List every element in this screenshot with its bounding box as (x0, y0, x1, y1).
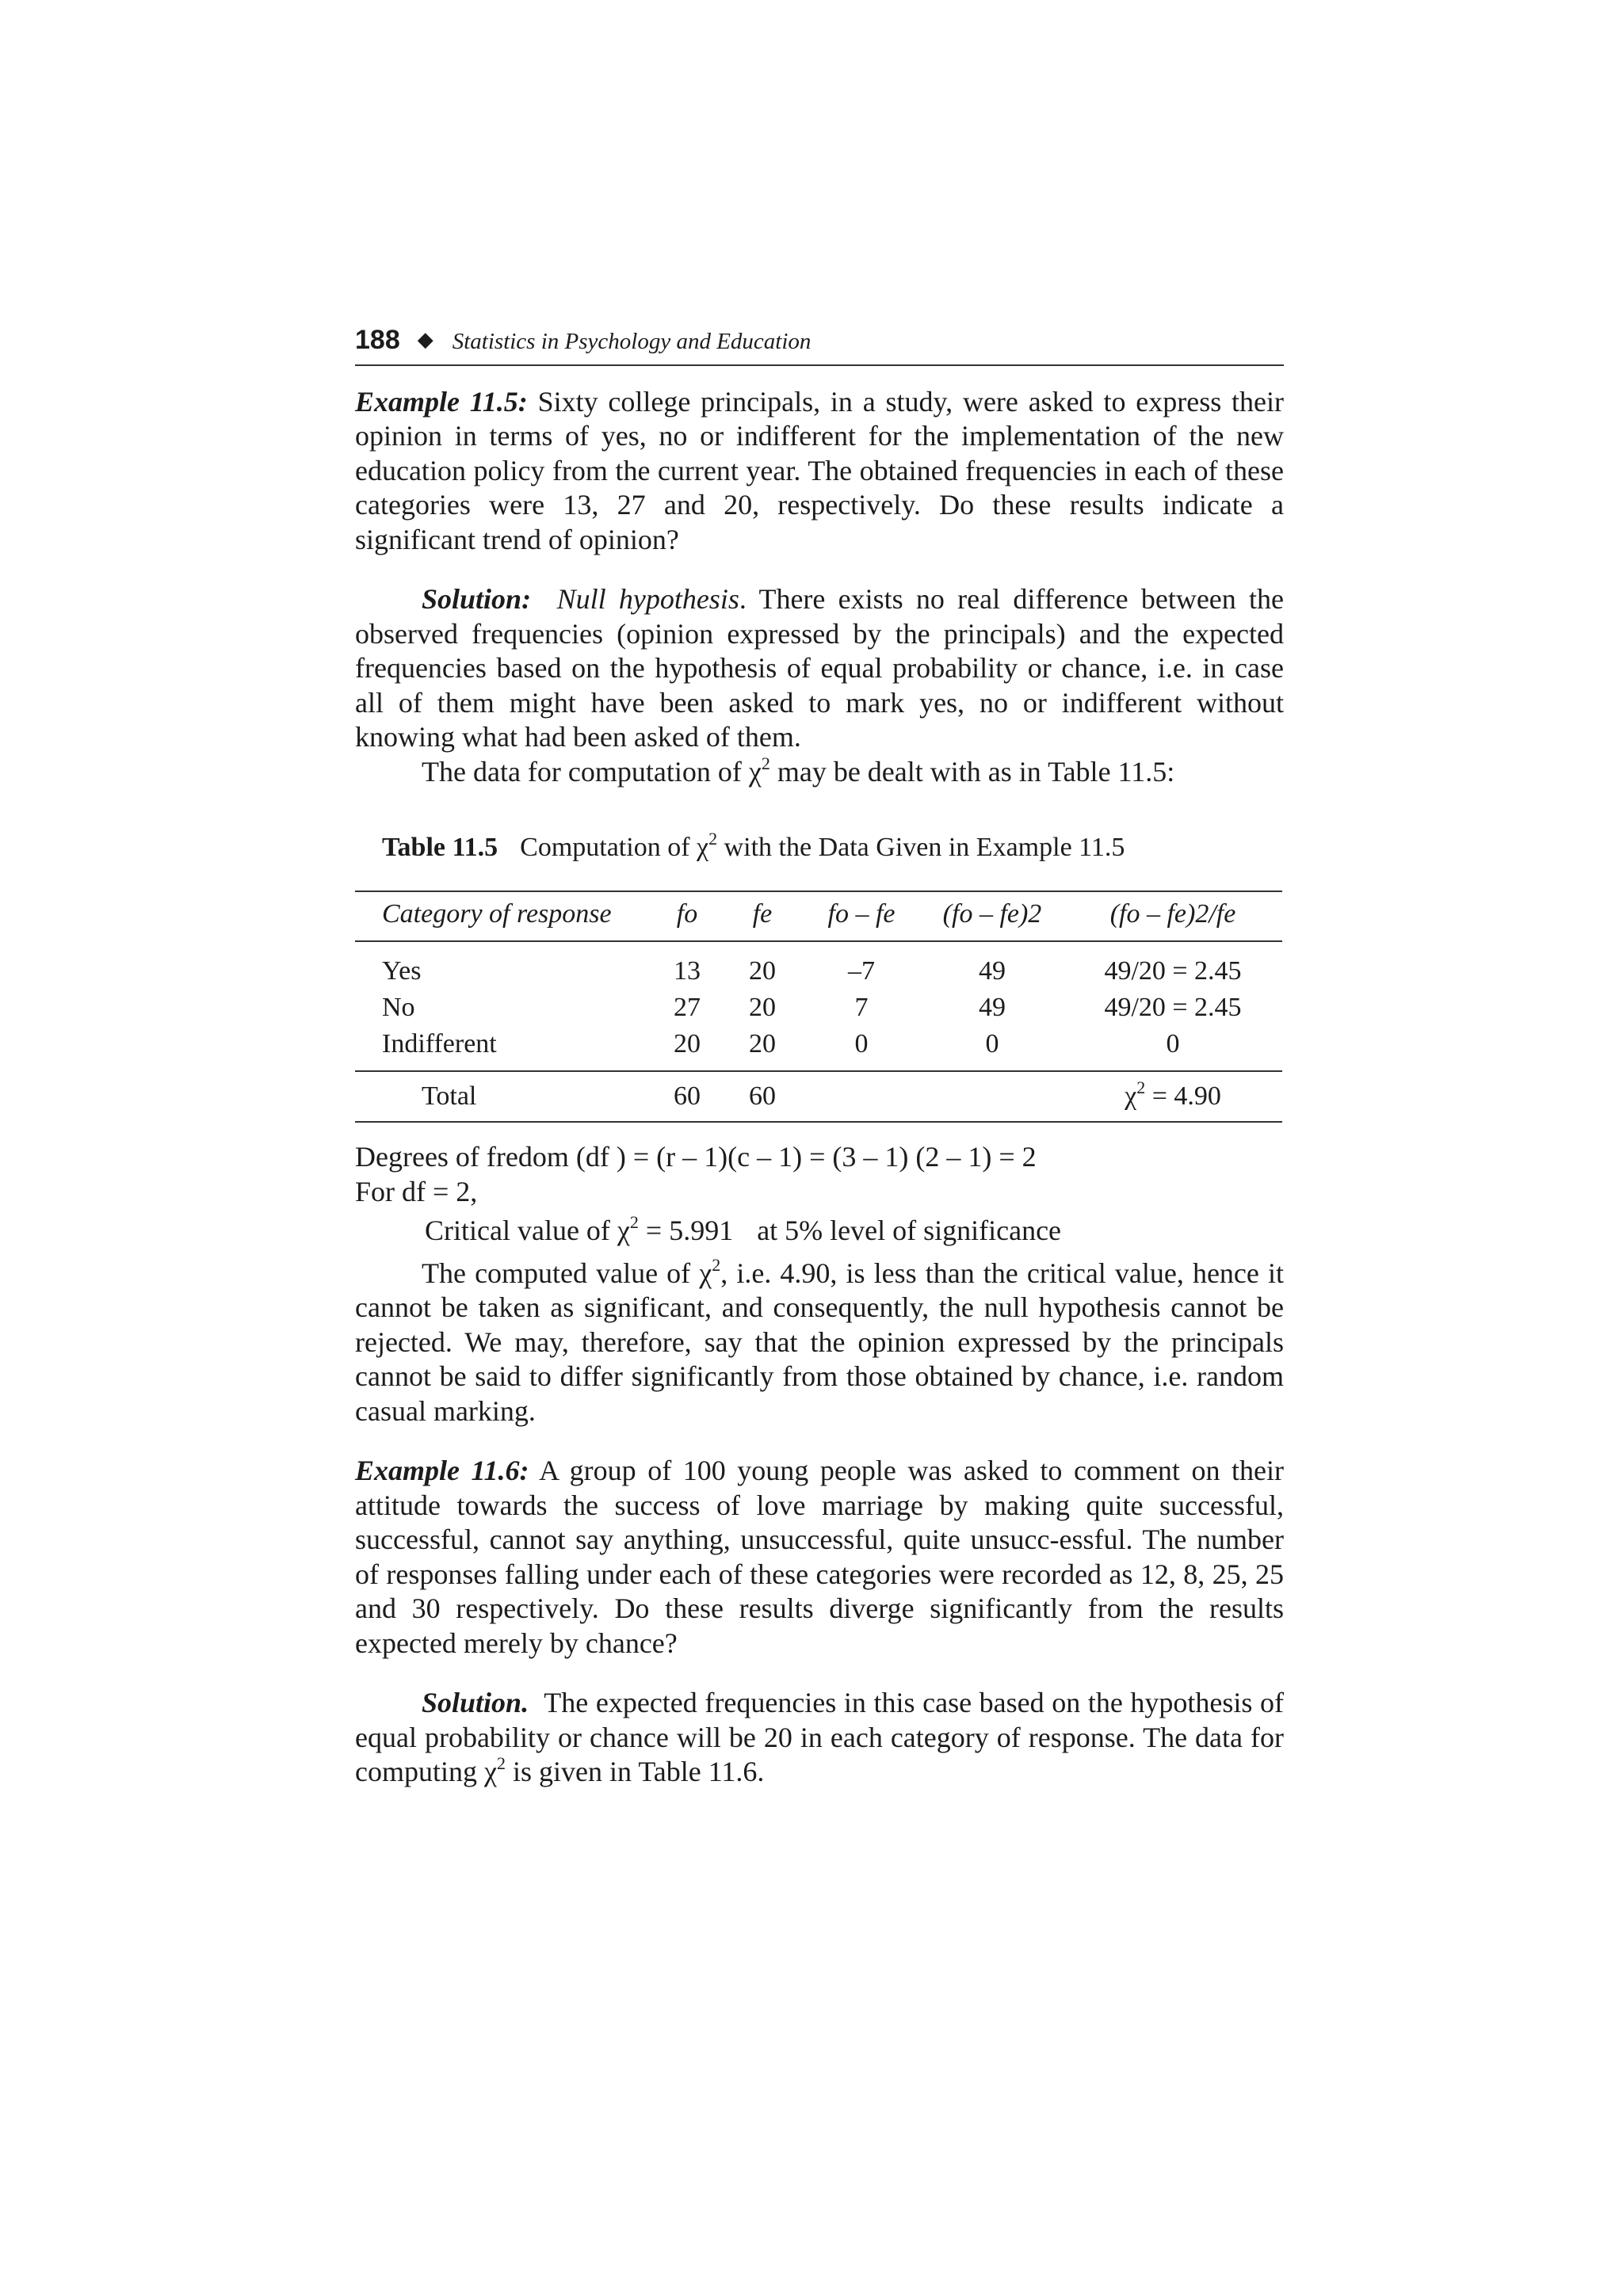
solution-text: . There exists no real difference between the observed frequencies (opinion expressed by the principals) and the expected frequencies based on the hypothesis of equal probability or chance, i.e. in case all of them might have been asked to mark yes, no or indifferent without knowing what had been asked of them. (355, 583, 1285, 753)
chi-square-table (355, 891, 1282, 1123)
page-number: 188 (355, 325, 400, 355)
col-header-fo: fo (651, 891, 723, 942)
data-intro: The data for computation of $\chi^2$ may be dealt with as in Table 11.5: (422, 753, 1175, 788)
table-number: Table 11.5 (382, 833, 498, 862)
null-hypothesis-label: Null hypothesis (556, 583, 739, 615)
critical-value-line: Critical value of $\chi^2 = 5.991$ at 5% level of significance (425, 1212, 1062, 1246)
example-text: A group of 100 young people was asked to comment on their attitude towards the success of love marriage by making quite successful, successful, cannot say anything, unsuccessful, quite unsucc-essful. The number of responses falling under each of these categories were recorded as 12, 8, 25, 25 and 30 respectively. Do these results diverge significantly from the results expected merely by chance? (355, 1455, 1285, 1659)
table-total-row: Total 60 60 $\chi^2 = 4.90$ (355, 1071, 1282, 1122)
table-row: Indifferent 20 20 0 0 0 (382, 1029, 1180, 1059)
col-header-fe: fe (723, 891, 802, 942)
df-line: Degrees of fredom (df ) = (r – 1)(c – 1) = (3 – 1) (2 – 1) = 2 (355, 1141, 1037, 1173)
for-df-line: For df = 2, (355, 1175, 478, 1207)
example-11-5 (355, 385, 1284, 558)
example-label: Example 11.6: (355, 1455, 529, 1486)
col-header-diff-sq: (fo – fe)2 (921, 891, 1064, 942)
example-label: Example 11.5: (355, 385, 528, 418)
col-header-diff: fo – fe (802, 891, 921, 942)
table-row: No 27 20 7 49 49/20 = 2.45 (382, 993, 1242, 1023)
example-11-6 (355, 1454, 1284, 1661)
book-title: Statistics in Psychology and Education (452, 329, 812, 354)
solution-label: Solution: (422, 583, 532, 615)
chi-square-total: $\chi^2 = 4.90$ (1064, 1071, 1282, 1122)
solution-11-6: Solution. The expected frequencies in this case based on the hypothesis of equal probability or chance will be 20 in each category of response. The data for computing $\chi^2$ is given in Table 11.6. (355, 1687, 1285, 1787)
solution-11-5 (355, 582, 1284, 755)
page (355, 323, 1284, 1790)
table-row: Yes 13 20 –7 49 49/20 = 2.45 (382, 956, 1242, 986)
conclusion: The computed value of $\chi^2$, i.e. 4.90, is less than the critical value, hence it cannot be taken as significant, and consequently, the null hypothesis cannot be rejected. We may, therefore, say that the opinion expressed by the principals cannot be said to differ significantly from those obtained by chance, i.e. random casual marking. (355, 1254, 1284, 1427)
example-text: Sixty college principals, in a study, were asked to express their opinion in terms of yes, no or indifferent for the implementation of the new education policy from the current year. The obtained frequencies in each of these categories were 13, 27 and 20, respectively. Do these results indicate a significant trend of opinion? (355, 385, 1284, 555)
table-caption: Table 11.5 Computation of $\chi^2$ with the Data Given in Example 11.5 (382, 828, 1125, 862)
table-header-row (355, 891, 1282, 942)
col-header-ratio: (fo – fe)2/fe (1064, 891, 1282, 942)
diamond-icon: ◆ (417, 328, 433, 351)
computation-block (355, 1140, 1284, 1249)
solution-label: Solution. (422, 1687, 529, 1718)
col-header-category: Category of response (355, 891, 651, 942)
running-header (355, 323, 1284, 366)
